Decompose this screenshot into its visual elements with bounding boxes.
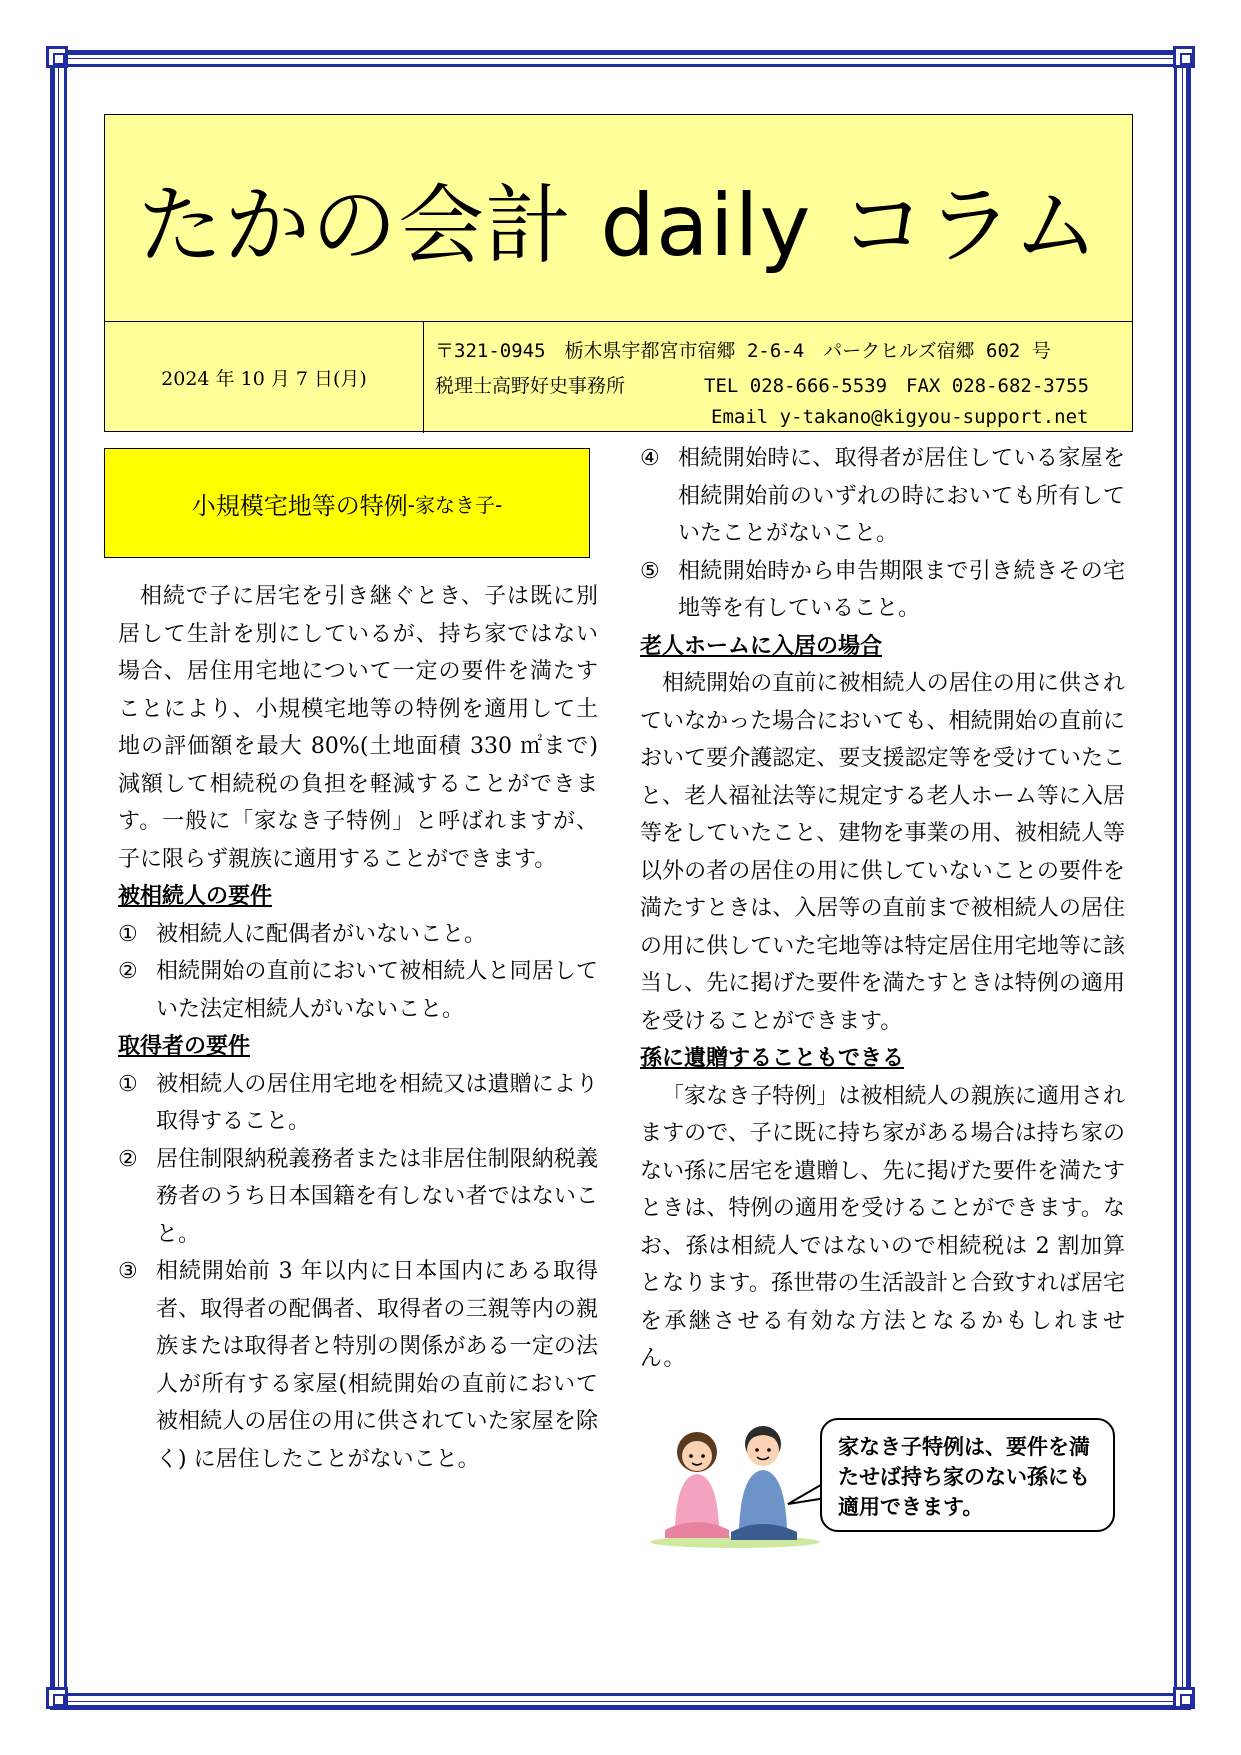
item-text: 被相続人に配偶者がいないこと。 [156,921,487,947]
left-column [118,578,598,1478]
topic-subtitle: -家なき子- [407,492,503,517]
item-number: ⑤ [640,558,660,584]
list-item [118,1253,598,1478]
office-address: 〒321-0945 栃木県宇都宮市宿郷 2-6-4 パークヒルズ宿郷 602 号 [435,340,1051,362]
list-item [118,1066,598,1141]
item-number: ② [118,959,138,984]
item-text: 相続開始の直前において被相続人と同居していた法定相続人がいないこと。 [156,959,598,1022]
item-text: 相続開始前 3 年以内に日本国内にある取得者、取得者の配偶者、取得者の三親等内の親族または取得者と特別の関係がある一定の法人が所有する家屋(相続開始の直前において被相続人の居住の用に供されていた家屋を除く) に居住したことがないこと。 [156,1259,598,1472]
corner-ornament-icon [1173,1687,1195,1709]
nursing-home-heading: 老人ホームに入居の場合 [640,633,883,659]
header-info-row [105,321,1132,433]
intro-paragraph: 相続で子に居宅を引き継ぐとき、子は既に別居して生計を別にしているが、持ち家ではない場合、居住用宅地について一定の要件を満たすことにより、小規模宅地等の特例を適用して土地の評価額を最大 80%(土地面積 330 ㎡まで) 減額して相続税の負担を軽減することができます。一般に「家なき子特例」と呼ばれますが、子に限らず親族に適用することができます。 [118,584,598,872]
list-item [118,916,598,954]
heir-requirements-heading: 被相続人の要件 [118,884,273,909]
corner-ornament-icon [1173,46,1195,68]
topic-title: 小規模宅地等の特例 [191,491,408,520]
office-name: 税理士高野好史事務所 [435,375,626,397]
list-item [640,553,1125,628]
item-number: ③ [118,1259,138,1284]
header-box [104,114,1133,432]
right-column [640,440,1125,1378]
issue-date: 2024 年 10 月 7 日(月) [105,322,424,433]
office-contact [435,322,1125,433]
office-phone-fax: TEL 028-666-5539 FAX 028-682-3755 [704,375,1090,397]
topic-title-box [104,448,590,558]
item-text: 被相続人の居住用宅地を相続又は遺贈により取得すること。 [156,1071,598,1134]
speech-bubble: 家なき子特例は、要件を満たせば持ち家のない孫にも適用できます。 [820,1418,1115,1532]
item-number: ① [118,1071,138,1097]
office-email: Email y-takano@kigyou-support.net [711,406,1089,428]
item-number: ② [118,1146,138,1172]
item-text: 相続開始時に、取得者が居住している家屋を相続開始前のいずれの時においても所有していたことがないこと。 [678,446,1125,546]
list-item [118,1141,598,1254]
item-text: 相続開始時から申告期限まで引き続きその宅地等を有していること。 [678,558,1125,621]
list-item [118,953,598,1028]
item-number: ① [118,921,138,947]
item-number: ④ [640,446,660,471]
corner-ornament-icon [46,46,68,68]
item-text: 居住制限納税義務者または非居住制限納税義務者のうち日本国籍を有しない者ではないこと。 [156,1146,598,1247]
grandchild-paragraph: 「家なき子特例」は被相続人の親族に適用されますので、子に既に持ち家がある場合は持ち家のない孫に居宅を遺贈し、先に掲げた要件を満たすときは、特例の適用を受けることができます。なお、孫は相続人ではないので相続税は 2 割加算となります。孫世帯の生活設計と合致すれば居宅を承継させる有効な方法となるかもしれません。 [640,1083,1125,1371]
page-title: たかの会計 daily コラム [137,176,1100,276]
nursing-home-paragraph: 相続開始の直前に被相続人の居住の用に供されていなかった場合においても、相続開始の直前において要介護認定、要支援認定等を受けていたこと、老人福祉法等に規定する老人ホーム等に入居等をしていたこと、建物を事業の用、被相続人等以外の者の居住の用に供していないことの要件を満たすときは、入居等の直前まで被相続人の居住の用に供していた宅地等は特定居住用宅地等に該当し、先に掲げた要件を満たすときは特例の適用を受けることができます。 [640,671,1125,1034]
corner-ornament-icon [46,1687,68,1709]
list-item [640,440,1125,553]
acquirer-requirements-heading: 取得者の要件 [118,1034,251,1059]
grandchild-heading: 孫に遺贈することもできる [640,1046,905,1071]
